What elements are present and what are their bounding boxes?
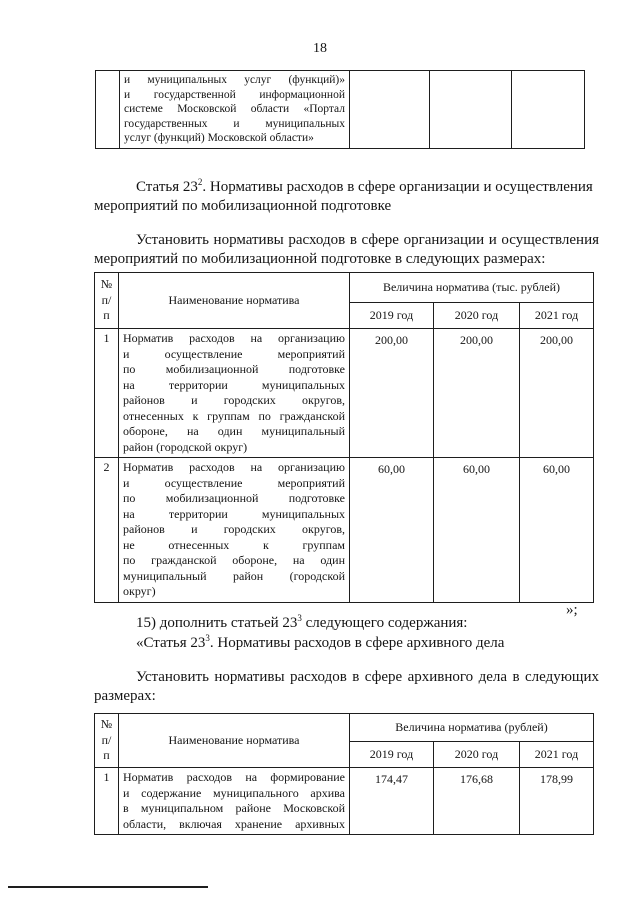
text-line: не отнесенных к группам <box>123 537 345 552</box>
continuation-table <box>95 70 585 149</box>
year-header: 2021 год <box>520 303 594 329</box>
text-line: муниципальный район (городской <box>123 568 345 583</box>
article-23-2-heading: Статья $23^2$. Нормативы расходов в сфере организации и осуществления мероприятий по мобилизационной подготовке <box>94 177 593 214</box>
text-line: районов и городских округов, <box>123 522 345 536</box>
year-header: 2020 год <box>434 303 520 329</box>
text-line: район (городской округ) <box>123 439 248 454</box>
row-number: 1 <box>95 768 119 835</box>
item-15: 15) дополнить статьей $23^3$ следующего содержания: <box>136 613 468 631</box>
text-line: районов и городских округов, <box>123 393 345 407</box>
col-value-group-header: Величина норматива (рублей) <box>350 714 594 742</box>
text-line: области, включая хранение архивных <box>123 816 345 831</box>
page-number: 18 <box>313 41 327 56</box>
text-line: округ) <box>123 584 156 598</box>
article-23-2-intro: Установить нормативы расходов в сфере организации и осуществления мероприятий по мобилизационной подготовке в следующих размерах: <box>94 232 599 267</box>
col-name-header: Наименование норматива <box>119 273 350 329</box>
text-line: государственных и муниципальных <box>124 117 345 130</box>
year-header: 2020 год <box>434 742 520 768</box>
col-num-header: № п/п <box>95 273 119 329</box>
col-num-header: № п/п <box>95 714 119 768</box>
year-header: 2019 год <box>350 303 434 329</box>
text-line: Норматив расходов на организацию <box>123 331 345 345</box>
text-line: и государственной информационной <box>124 88 345 101</box>
text-line: в муниципальном районе Московской <box>123 801 345 815</box>
row-number: 1 <box>95 329 119 458</box>
text-line: и осуществление мероприятий <box>123 475 345 490</box>
year-header: 2019 год <box>350 742 434 768</box>
norm-name <box>119 768 350 835</box>
text-line: на территории муниципальных <box>123 506 345 521</box>
col-value-group-header: Величина норматива (тыс. рублей) <box>350 273 594 303</box>
norm-name <box>119 458 350 603</box>
year-header: 2021 год <box>520 742 594 768</box>
text-line: отнесенных к группам по гражданской <box>123 408 345 423</box>
text-line: по гражданской обороне, на один <box>123 553 345 567</box>
text-line: обороне, на один муниципальный <box>123 424 345 438</box>
text-line: и содержание муниципального архива <box>123 785 345 800</box>
name-cell <box>120 71 350 149</box>
table-row <box>96 71 585 149</box>
num-cell <box>96 71 120 149</box>
archive-norms-table <box>94 713 594 835</box>
text-line: на территории муниципальных <box>123 377 345 392</box>
value-2020: 200,00 <box>434 329 520 458</box>
value-2019: 200,00 <box>350 329 434 458</box>
value-2019: 60,00 <box>350 458 434 603</box>
norm-name <box>119 329 350 458</box>
text-line: Норматив расходов на формирование <box>123 770 345 784</box>
value-2021: 60,00 <box>520 458 594 603</box>
table-header-row <box>95 273 594 303</box>
mobilization-norms-table <box>94 272 594 603</box>
article-23-3-heading: «Статья $23^3$. Нормативы расходов в сфере архивного дела <box>136 633 505 651</box>
text-line: системе Московской области «Портал <box>124 103 345 115</box>
text-line: Норматив расходов на организацию <box>123 460 345 474</box>
value-2020: 60,00 <box>434 458 520 603</box>
table-row <box>95 458 594 603</box>
table-header-row <box>95 714 594 742</box>
table-row <box>95 329 594 458</box>
value-cell <box>350 71 430 149</box>
value-2020: 176,68 <box>434 768 520 835</box>
text-line: и муниципальных услуг (функций)» <box>124 74 345 86</box>
value-cell <box>512 71 585 149</box>
text-line: и осуществление мероприятий <box>123 346 345 361</box>
table-row <box>95 768 594 835</box>
text-line: по мобилизационной подготовке <box>123 491 345 505</box>
article-23-3-intro: Установить нормативы расходов в сфере архивного дела в следующих размерах: <box>94 669 599 704</box>
closing-quote: »; <box>566 602 578 618</box>
value-2019: 174,47 <box>350 768 434 835</box>
row-number: 2 <box>95 458 119 603</box>
text-line: по мобилизационной подготовке <box>123 362 345 376</box>
value-2021: 178,99 <box>520 768 594 835</box>
value-2021: 200,00 <box>520 329 594 458</box>
footer-rule <box>8 886 208 888</box>
value-cell <box>430 71 512 149</box>
col-name-header: Наименование норматива <box>119 714 350 768</box>
text-line: услуг (функций) Московской области» <box>124 132 314 144</box>
